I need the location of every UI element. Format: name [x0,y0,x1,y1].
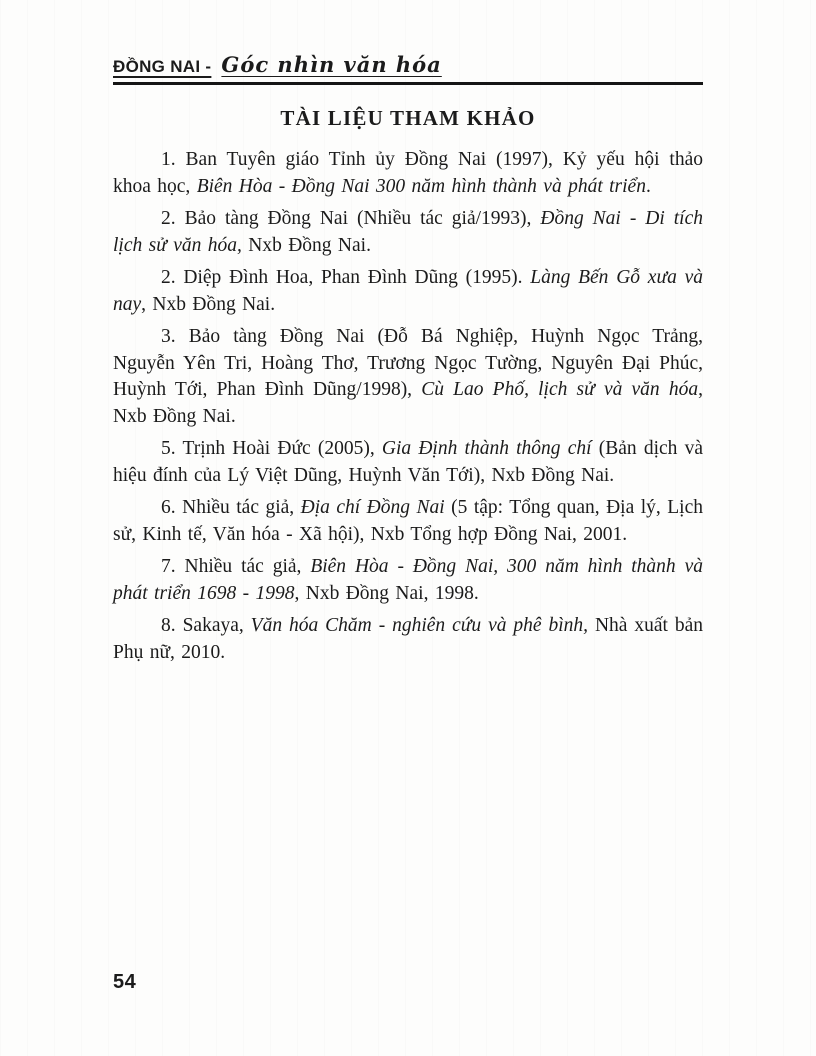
references-list [113,147,703,672]
reference-work-title: Văn hóa Chăm - nghiên cứu và phê bình, [250,615,589,636]
reference-item [113,436,703,489]
reference-number: 1. [161,149,186,170]
reference-item [113,265,703,318]
reference-text: Nhiều tác giả, [184,556,311,577]
reference-text: Bảo tàng Đồng Nai (Đỗ Bá Nghiệp, Huỳnh Ngọc Trảng, Nguyễn Yên Tri, Hoàng Thơ, Trương Ngọc Tường, Nguyên Đại Phúc, Huỳnh Tới, Phan Đình Dũng/1998), [113,326,703,400]
reference-item [113,324,703,430]
reference-number: 2. [161,267,184,288]
reference-text: Nhà xuất bản Phụ nữ, 2010. [113,615,704,663]
reference-number: 2. [161,208,185,229]
header-series-title: ĐỒNG NAI - [113,57,212,76]
reference-number: 3. [161,326,189,347]
reference-text: Nhiều tác giả, [182,497,301,518]
reference-work-title: Cù Lao Phố, lịch sử và văn hóa [421,379,699,400]
page-number: 54 [113,971,137,993]
reference-item [113,554,703,607]
reference-text: . [645,175,651,197]
reference-number: 7. [161,556,185,577]
reference-item [113,147,703,200]
reference-item [113,206,703,259]
page-header [113,52,703,85]
reference-work-title: Đồng Nai - Di tích lịch sử văn hóa, [113,208,704,256]
reference-work-title: Biên Hòa - Đồng Nai, 300 năm hình thành và phát triển 1698 - 1998 [113,556,703,604]
reference-work-title: Làng Bến Gỗ xưa và nay [113,267,704,315]
reference-text: , Nxb Đồng Nai, 1998. [294,582,479,604]
reference-text: , Nxb Đồng Nai. [113,379,703,427]
reference-item [113,495,703,548]
reference-text: Nxb Đồng Nai. [241,234,371,256]
reference-text: Trịnh Hoài Đức (2005), [182,438,382,459]
reference-work-title: Gia Định thành thông chí [381,438,592,459]
header-subtitle: Góc nhìn văn hóa [221,52,442,77]
reference-text: (Bản dịch và hiệu đính của Lý Việt Dũng, Huỳnh Văn Tới), Nxb Đồng Nai. [113,438,703,486]
reference-number: 5. [161,438,183,459]
reference-work-title: Biên Hòa - Đồng Nai 300 năm hình thành và phát triển [196,175,646,197]
reference-text: Ban Tuyên giáo Tỉnh ủy Đồng Nai (1997), Kỷ yếu hội thảo khoa học, [113,149,703,197]
reference-text: (5 tập: Tổng quan, Địa lý, Lịch sử, Kinh tế, Văn hóa - Xã hội), Nxb Tổng hợp Đồng Nai, 2001. [113,497,703,545]
reference-work-title: Địa chí Đồng Nai [300,497,445,518]
reference-text: Bảo tàng Đồng Nai (Nhiều tác giả/1993), [184,208,541,229]
reference-text: , Nxb Đồng Nai. [141,293,276,315]
reference-text: Sakaya, [182,615,251,636]
reference-item [113,613,703,666]
reference-number: 8. [161,615,183,636]
section-title: TÀI LIỆU THAM KHẢO [280,106,536,130]
reference-number: 6. [161,497,183,518]
reference-text: Diệp Đình Hoa, Phan Đình Dũng (1995). [183,267,531,288]
